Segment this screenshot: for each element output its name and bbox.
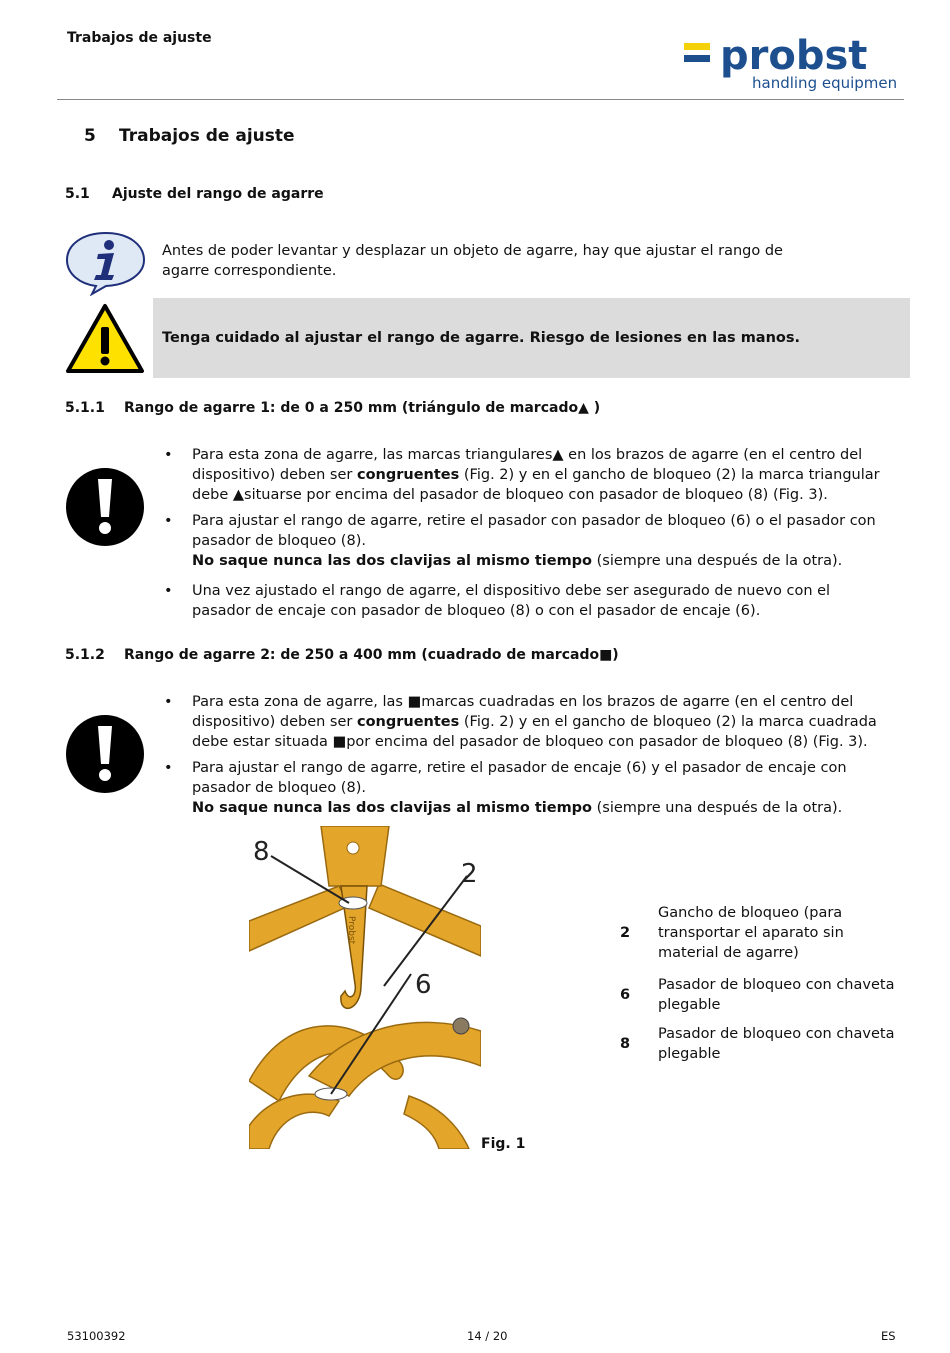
- exclamation-icon: [65, 467, 145, 551]
- logo-text: probst: [720, 35, 868, 79]
- list-item: • Para esta zona de agarre, las ■marcas cuadradas en los brazos de agarre (en el centro del dispositivo) deben ser congruentes (Fig. 2) y en el gancho de bloqueo (2) la marca cuadrada debe estar situada ■por encima del pasador de bloqueo con pasador de bloqueo (8) (Fig. 3).: [164, 694, 877, 750]
- subsection-title: Ajuste del rango de agarre: [112, 186, 324, 202]
- s511-number: 5.1.1: [65, 400, 105, 416]
- s511-list: [164, 445, 892, 627]
- warning-triangle-icon: [65, 303, 145, 379]
- exclamation-icon: [65, 714, 145, 798]
- footer-page: 14 / 20: [467, 1329, 508, 1343]
- figure-caption: Fig. 1: [481, 1136, 526, 1152]
- probst-logo: [684, 35, 896, 95]
- header-rule: [57, 99, 904, 100]
- list-item: • Para ajustar el rango de agarre, retire el pasador con pasador de bloqueo (6) o el pasador con pasador de bloqueo (8). No saque nunca las dos clavijas al mismo tiempo (siempre una después de la otra).: [164, 513, 876, 569]
- figure-image: [249, 826, 481, 1149]
- warning-note: Tenga cuidado al ajustar el rango de agarre. Riesgo de lesiones en las manos.: [162, 330, 801, 346]
- running-header: Trabajos de ajuste: [67, 30, 212, 46]
- s512-list: [164, 692, 892, 824]
- footer-doc-number: 53100392: [67, 1329, 126, 1343]
- section-title: Trabajos de ajuste: [119, 126, 295, 146]
- legend-text: Pasador de bloqueo con chaveta plegable: [658, 977, 895, 1013]
- hook-embossed-text: Probst: [346, 916, 356, 945]
- s512-title: Rango de agarre 2: de 250 a 400 mm (cuadrado de marcado■): [124, 647, 619, 663]
- legend-number: 2: [620, 925, 631, 941]
- legend-text: Pasador de bloqueo con chaveta plegable: [658, 1026, 895, 1062]
- info-icon: [64, 230, 148, 300]
- s511-title: Rango de agarre 1: de 0 a 250 mm (triángulo de marcado▲ ): [124, 400, 601, 416]
- subsection-number: 5.1: [65, 186, 90, 202]
- info-note: Antes de poder levantar y desplazar un objeto de agarre, hay que ajustar el rango de agarre correspondiente.: [162, 243, 783, 279]
- logo-subtitle: handling equipment: [752, 74, 896, 92]
- legend-number: 6: [620, 987, 631, 1003]
- legend-number: 8: [620, 1036, 631, 1052]
- list-item: • Una vez ajustado el rango de agarre, el dispositivo debe ser asegurado de nuevo con el pasador de encaje con pasador de bloqueo (8) o con el pasador de encaje (6).: [164, 583, 831, 619]
- footer-lang: ES: [881, 1329, 896, 1343]
- callout-8: 8: [253, 837, 270, 867]
- callout-2: 2: [461, 859, 478, 889]
- list-item: • Para ajustar el rango de agarre, retire el pasador de encaje (6) y el pasador de encaje con pasador de bloqueo (8). No saque nunca las dos clavijas al mismo tiempo (siempre una después de la otra).: [164, 760, 847, 816]
- legend-text: Gancho de bloqueo (para transportar el aparato sin material de agarre): [658, 905, 844, 961]
- list-item: • Para esta zona de agarre, las marcas triangulares▲ en los brazos de agarre (en el centro del dispositivo) deben ser congruentes (Fig. 2) y en el gancho de bloqueo (2) la marca triangular debe ▲situarse por encima del pasador de bloqueo con pasador de bloqueo (8) (Fig. 3).: [164, 447, 880, 503]
- section-number: 5: [84, 126, 96, 146]
- callout-6: 6: [415, 970, 432, 1000]
- s512-number: 5.1.2: [65, 647, 105, 663]
